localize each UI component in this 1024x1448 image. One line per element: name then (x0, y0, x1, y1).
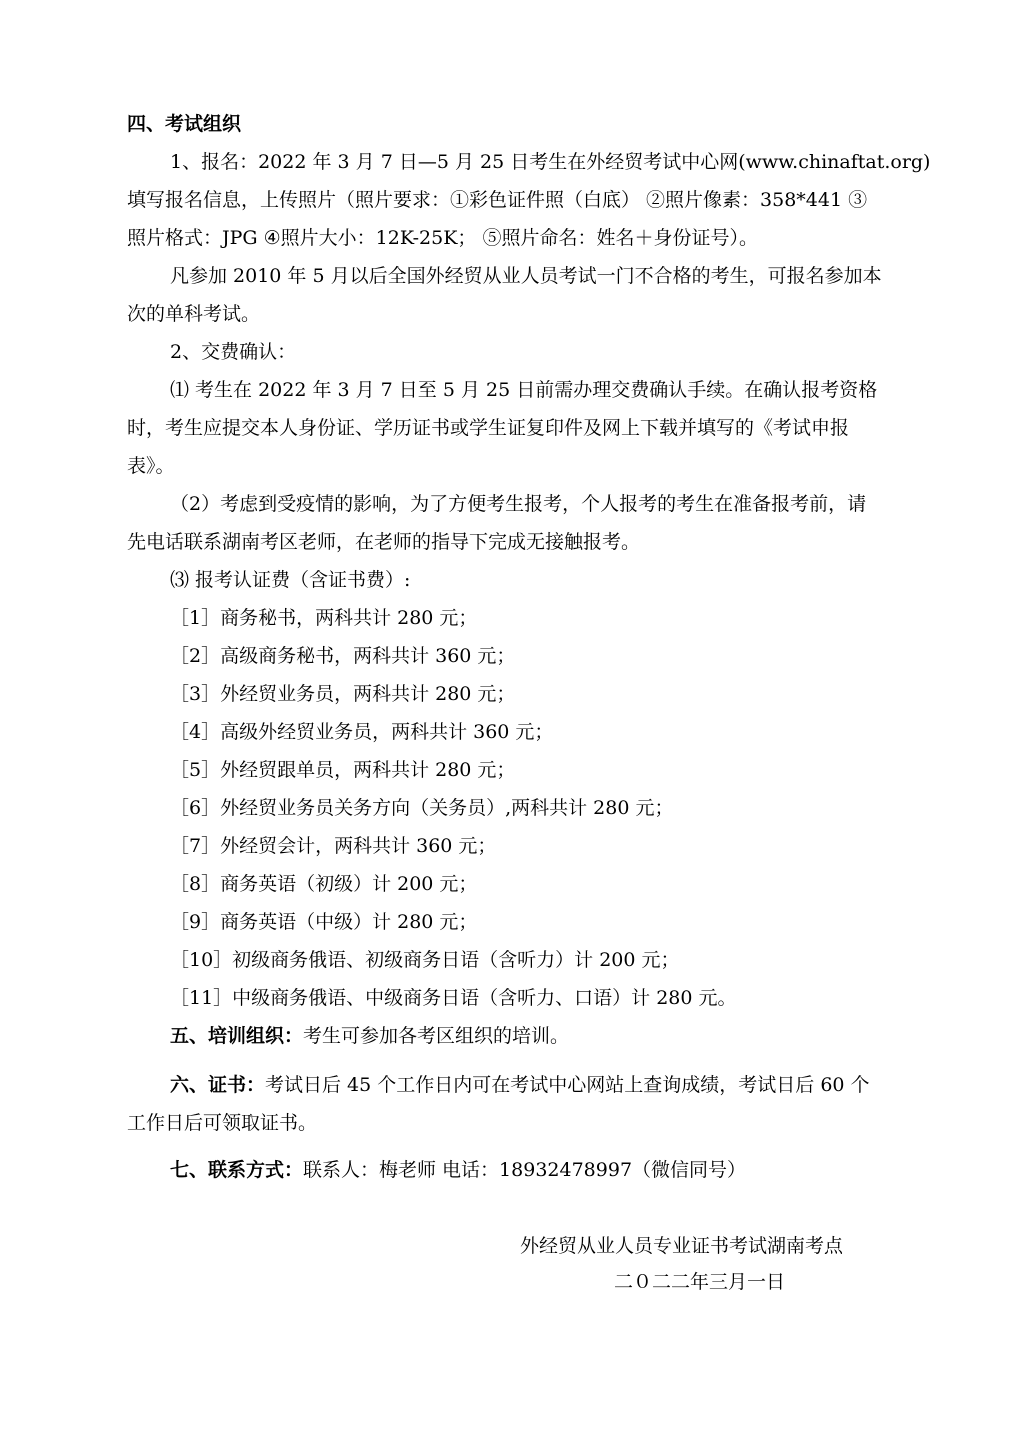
signup-line-1: 1、报名：2022 年 3 月 7 日—5 月 25 日考生在外经贸考试中心网(www.chinaftat.org) (170, 151, 931, 173)
section7-label: 七、联系方式： (170, 1159, 304, 1181)
fee-item: ［4］高级外经贸业务员，两科共计 360 元； (170, 721, 554, 743)
section7-text: 联系人：梅老师 电话：18932478997（微信同号） (303, 1159, 747, 1181)
fee-item: ［1］商务秘书，两科共计 280 元； (170, 607, 478, 629)
eligibility-line-1: 凡参加 2010 年 5 月以后全国外经贸从业人员考试一门不合格的考生，可报名参加本 (170, 265, 882, 287)
signature-org: 外经贸从业人员专业证书考试湖南考点 (520, 1235, 844, 1257)
payment-p2-line-1: （2）考虑到受疫情的影响，为了方便考生报考，个人报考的考生在准备报考前，请 (170, 493, 867, 515)
section7-line (170, 1158, 746, 1182)
fee-item: ［7］外经贸会计，两科共计 360 元； (170, 835, 497, 857)
fee-item: ［5］外经贸跟单员，两科共计 280 元； (170, 759, 516, 781)
payment-p1-line-3: 表》。 (127, 455, 175, 477)
fee-item: ［6］外经贸业务员关务方向（关务员）,两科共计 280 元； (170, 797, 674, 819)
section4-heading: 四、考试组织 (127, 113, 242, 135)
fee-item: ［3］外经贸业务员，两科共计 280 元； (170, 683, 516, 705)
payment-p3-heading: ⑶ 报考认证费（含证书费）: (170, 569, 411, 591)
section5-line (170, 1024, 569, 1048)
fee-item: ［11］中级商务俄语、中级商务日语（含听力、口语）计 280 元。 (170, 987, 737, 1009)
section5-text: 考生可参加各考区组织的培训。 (303, 1025, 570, 1047)
eligibility-line-2: 次的单科考试。 (127, 303, 261, 325)
section6-line-1 (170, 1073, 870, 1097)
signup-line-2: 填写报名信息，上传照片（照片要求：①彩色证件照（白底） ②照片像素：358*441 ③ (127, 189, 868, 211)
fee-item: ［8］商务英语（初级）计 200 元； (170, 873, 478, 895)
section5-label: 五、培训组织： (170, 1025, 304, 1047)
fee-item: ［2］高级商务秘书，两科共计 360 元； (170, 645, 516, 667)
payment-p1-line-2: 时，考生应提交本人身份证、学历证书或学生证复印件及网上下载并填写的《考试申报 (127, 417, 850, 439)
section6-label: 六、证书： (170, 1074, 266, 1096)
fee-item: ［9］商务英语（中级）计 280 元； (170, 911, 478, 933)
payment-p1-line-1: ⑴ 考生在 2022 年 3 月 7 日至 5 月 25 日前需办理交费确认手续。在确认报考资格 (170, 379, 878, 401)
payment-p2-line-2: 先电话联系湖南考区老师，在老师的指导下完成无接触报考。 (127, 531, 641, 553)
fee-item: ［10］初级商务俄语、初级商务日语（含听力）计 200 元； (170, 949, 680, 971)
section6-text-1: 考试日后 45 个工作日内可在考试中心网站上查询成绩，考试日后 60 个 (265, 1074, 870, 1096)
signup-line-3: 照片格式：JPG ④照片大小：12K-25K； ⑤照片命名：姓名＋身份证号）。 (127, 227, 758, 249)
signature-date: 二０二二年三月一日 (614, 1271, 786, 1293)
payment-heading: 2、交费确认： (170, 341, 297, 363)
section6-line-2: 工作日后可领取证书。 (127, 1112, 318, 1134)
